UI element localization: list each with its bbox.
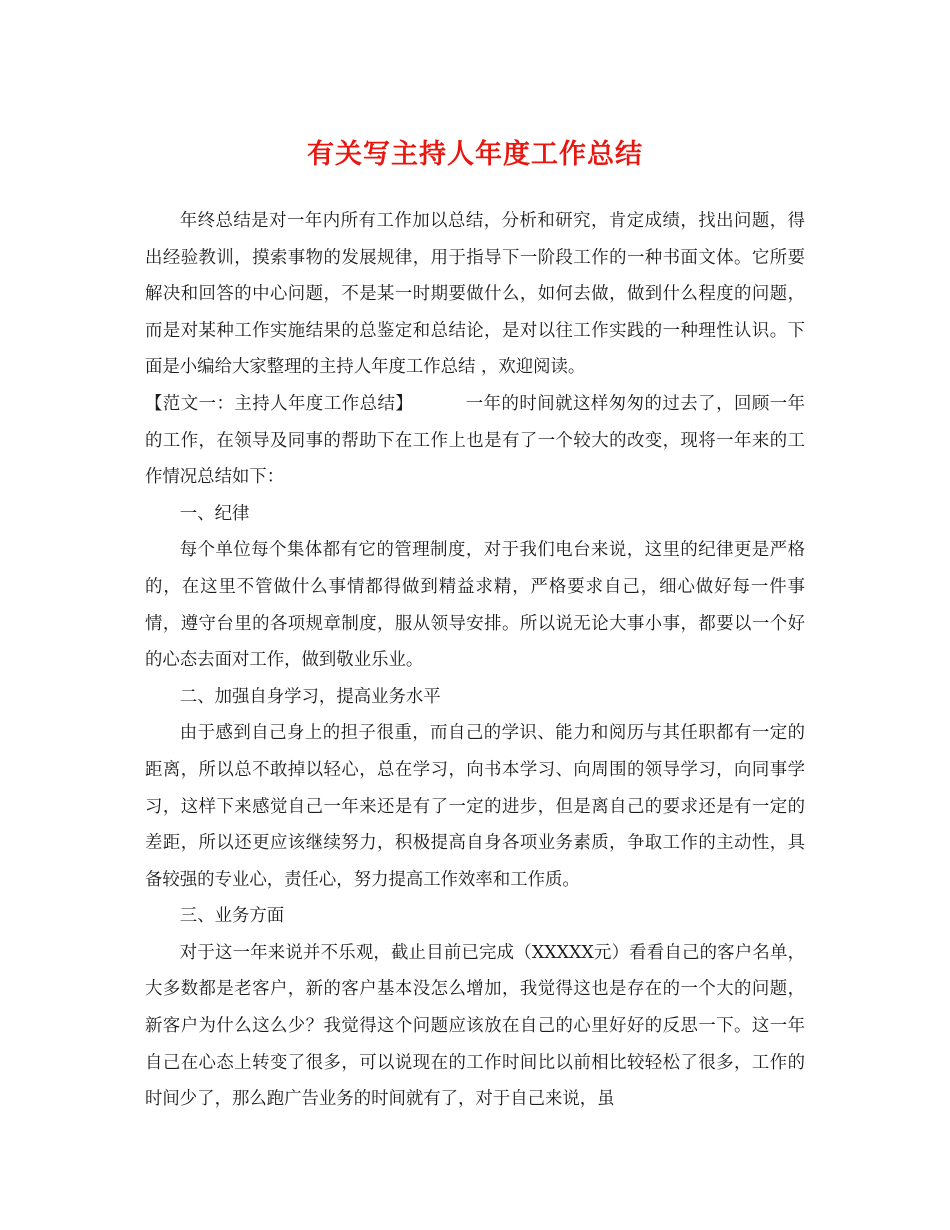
document-body xyxy=(145,203,805,1118)
intro-paragraph: 年终总结是对一年内所有工作加以总结，分析和研究，肯定成绩，找出问题，得出经验教训，摸索事物的发展规律，用于指导下一阶段工作的一种书面文体。它所要解决和回答的中心问题，不是某一时期要做什么，如何去做，做到什么程度的问题，而是对某种工作实施结果的总鉴定和总结论，是对以往工作实践的一种理性认识。下面是小编给大家整理的主持人年度工作总结 ，欢迎阅读。 xyxy=(145,211,805,378)
section3-paragraph: 对于这一年来说并不乐观，截止目前已完成（XXXXX元）看看自己的客户名单，大多数都是老客户，新的客户基本没怎么增加，我觉得这也是存在的一个大的问题，新客户为什么这么少？我觉得这个问题应该放在自己的心里好好的反思一下。这一年自己在心态上转变了很多，可以说现在的工作时间比以前相比较轻松了很多，工作的时间少了，那么跑广告业务的时间就有了，对于自己来说，虽 xyxy=(145,942,805,1110)
section1-heading: 一、纪律 xyxy=(179,503,250,524)
section1-paragraph: 每个单位每个集体都有它的管理制度，对于我们电台来说，这里的纪律更是严格的，在这里不管做什么事情都得做到精益求精，严格要求自己，细心做好每一件事情，遵守台里的各项规章制度，服从领导安排。所以说无论大事小事，都要以一个好的心态去面对工作，做到敬业乐业。 xyxy=(145,540,805,671)
sample-label: 【范文一：主持人年度工作总结】 xyxy=(145,393,414,414)
section2-heading: 二、加强自身学习，提高业务水平 xyxy=(179,686,441,707)
section2-paragraph: 由于感到自己身上的担子很重，而自己的学识、能力和阅历与其任职都有一定的距离，所以总不敢掉以轻心，总在学习，向书本学习、向周围的领导学习，向同事学习，这样下来感觉自己一年来还是有了一定的进步，但是离自己的要求还是有一定的差距，所以还更应该继续努力，积极提高自身各项业务素质，争取工作的主动性，具备较强的专业心，责任心，努力提高工作效率和工作质。 xyxy=(145,723,805,890)
sample-paragraph xyxy=(145,386,805,496)
sample-opening: 一年的时间就这样匆匆的过去了，回顾一年的工作，在领导及同事的帮助下在工作上也是有了一个较大的改变，现将一年来的工作情况总结如下： xyxy=(145,393,805,488)
document-title: 有关写主持人年度工作总结 xyxy=(307,139,643,170)
section3-heading: 三、业务方面 xyxy=(179,906,285,927)
